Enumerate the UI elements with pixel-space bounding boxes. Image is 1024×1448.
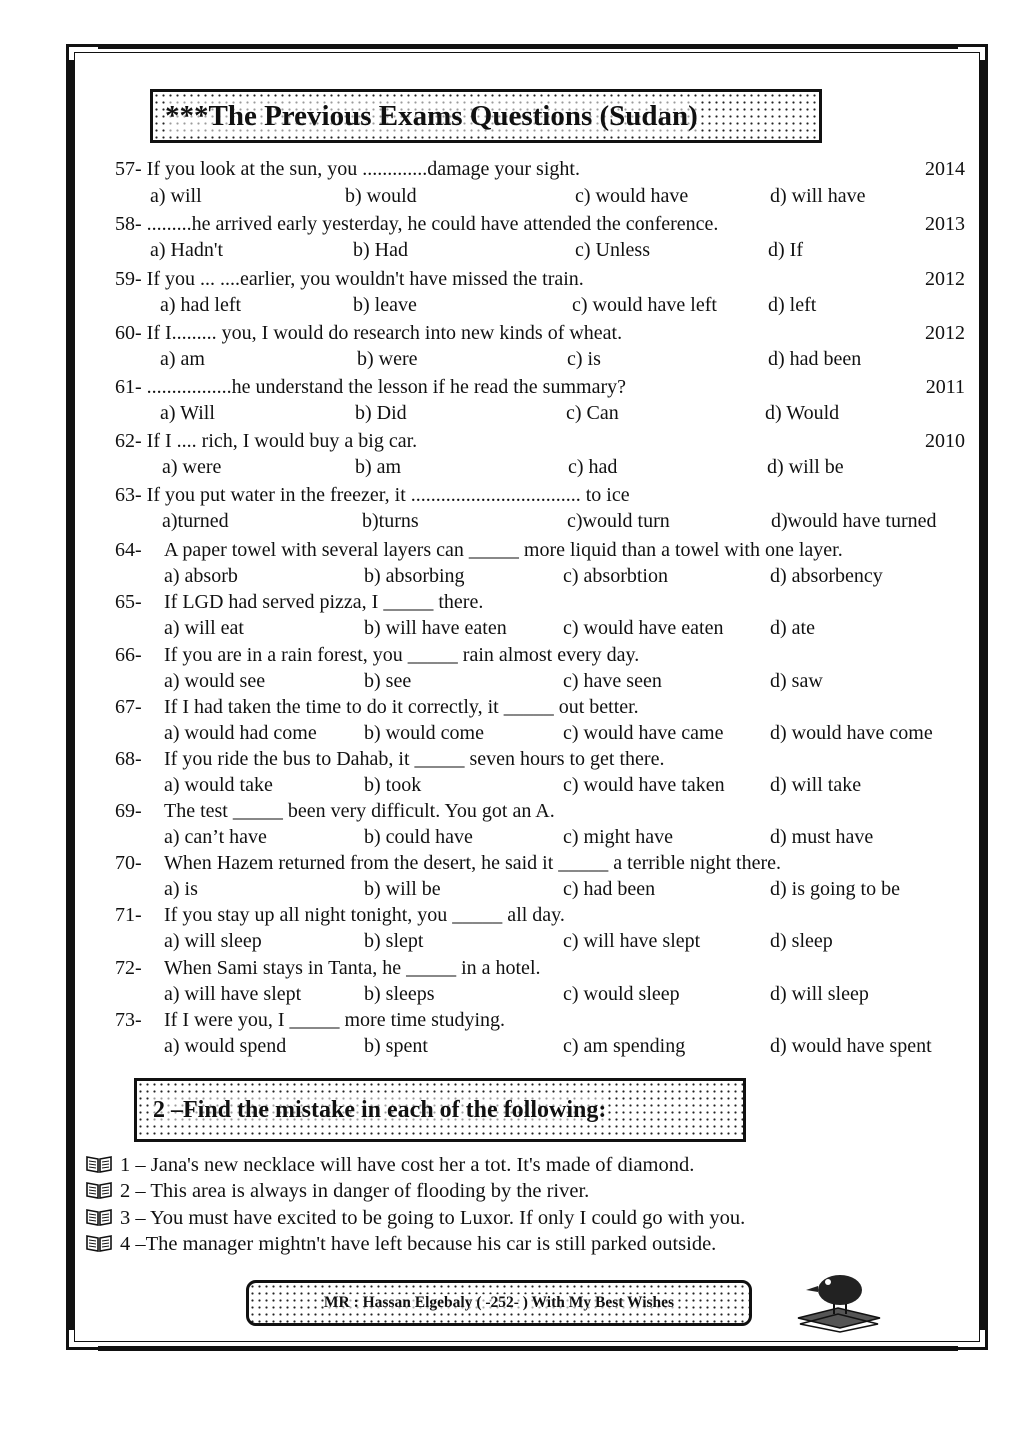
answer-option[interactable]: a) can’t have (164, 826, 267, 848)
question-number: 70- (115, 852, 142, 874)
question-stem (115, 642, 975, 668)
answer-option[interactable]: b) would (345, 185, 417, 207)
question-number: 59- (115, 268, 142, 290)
question-stem (115, 482, 975, 508)
footer-box (246, 1280, 752, 1326)
question-stem (115, 589, 975, 615)
mistake-text: 3 – You must have excited to be going to Luxor. If only I could go with you. (120, 1207, 746, 1229)
answer-options (0, 928, 860, 954)
question-number: 63- (115, 484, 142, 506)
question-text: If you are in a rain forest, you _____ rain almost every day. (164, 644, 640, 666)
answer-option[interactable]: b) am (355, 456, 402, 478)
question-stem (115, 266, 975, 292)
question-number: 64- (115, 539, 142, 561)
answer-option[interactable]: a) Hadn't (150, 239, 224, 261)
answer-option[interactable]: d) If (768, 239, 803, 261)
mistake-item (86, 1231, 966, 1257)
answer-option[interactable]: c) would have eaten (563, 617, 724, 639)
open-book-icon (86, 1155, 112, 1173)
frame-bar-top (98, 44, 958, 49)
page-title: ***The Previous Exams Questions (Sudan) (165, 99, 698, 132)
answer-option[interactable]: d) had been (768, 348, 862, 370)
answer-option[interactable]: c) Unless (575, 239, 650, 261)
answer-option[interactable]: d) sleep (770, 930, 833, 952)
question-text: .................he understand the lesson if he read the summary? (146, 376, 626, 398)
question-stem (115, 1007, 975, 1033)
answer-option[interactable]: b) slept (364, 930, 424, 952)
question-text: If I had taken the time to do it correctly, it _____ out better. (164, 696, 639, 718)
answer-options (0, 400, 860, 426)
answer-options (0, 346, 860, 372)
question-text: When Hazem returned from the desert, he said it _____ a terrible night there. (164, 852, 781, 874)
question-text: If I......... you, I would do research into new kinds of wheat. (146, 322, 623, 344)
exam-year: 2013 (925, 213, 965, 235)
answer-option[interactable]: d) is going to be (770, 878, 900, 900)
question-number: 58- (115, 213, 142, 235)
answer-option[interactable]: d) must have (770, 826, 874, 848)
answer-option[interactable]: a) Will (160, 402, 215, 424)
answer-option[interactable]: a) absorb (164, 565, 238, 587)
answer-options (0, 1033, 932, 1059)
answer-option[interactable]: d) absorbency (770, 565, 883, 587)
question-number: 72- (115, 957, 142, 979)
question-number: 69- (115, 800, 142, 822)
question-stem (115, 211, 975, 237)
question-stem (115, 694, 975, 720)
answer-option[interactable]: a) would see (164, 670, 266, 692)
answer-option[interactable]: b) leave (353, 294, 417, 316)
answer-option[interactable]: a)turned (162, 510, 229, 532)
answer-option[interactable]: a) will eat (164, 617, 244, 639)
bird-on-books-icon (790, 1268, 886, 1334)
answer-options (0, 981, 869, 1007)
answer-option[interactable]: d) will take (770, 774, 862, 796)
question-stem (115, 537, 975, 563)
answer-options (0, 668, 860, 694)
mistake-item (86, 1152, 966, 1178)
answer-option[interactable]: d) will have (770, 185, 866, 207)
answer-option[interactable]: a) is (164, 878, 198, 900)
mistake-item (86, 1205, 966, 1231)
question-number: 67- (115, 696, 142, 718)
answer-option[interactable]: c)would turn (567, 510, 670, 532)
exam-year: 2011 (925, 376, 965, 398)
answer-option[interactable]: c) would have (575, 185, 689, 207)
answer-option[interactable]: c) had (568, 456, 618, 478)
question-stem (115, 746, 975, 772)
answer-options (0, 454, 860, 480)
answer-options (0, 615, 860, 641)
answer-option[interactable]: d) would have spent (770, 1035, 932, 1057)
open-book-icon (86, 1181, 112, 1199)
question-number: 61- (115, 376, 142, 398)
frame-bar-right (980, 60, 988, 1330)
answer-option[interactable]: b)turns (362, 510, 419, 532)
question-stem (115, 798, 975, 824)
question-number: 68- (115, 748, 142, 770)
question-text: If you look at the sun, you .............damage your sight. (146, 158, 580, 180)
answer-option[interactable]: d) left (768, 294, 817, 316)
answer-option[interactable]: a) had left (160, 294, 242, 316)
question-stem (115, 850, 975, 876)
answer-option[interactable]: d) would have come (770, 722, 933, 744)
answer-option[interactable]: a) would spend (164, 1035, 287, 1057)
question-number: 57- (115, 158, 142, 180)
question-text: When Sami stays in Tanta, he _____ in a hotel. (164, 957, 541, 979)
section2-title: 2 –Find the mistake in each of the following: (153, 1096, 607, 1123)
answer-options (0, 876, 900, 902)
answer-option[interactable]: b) could have (364, 826, 473, 848)
answer-option[interactable]: c) am spending (563, 1035, 686, 1057)
answer-option[interactable]: c) might have (563, 826, 673, 848)
mistake-text: 1 – Jana's new necklace will have cost her a tot. It's made of diamond. (120, 1154, 695, 1176)
answer-option[interactable]: b) Had (353, 239, 408, 261)
answer-option[interactable]: b) were (357, 348, 418, 370)
question-stem (115, 955, 975, 981)
question-number: 71- (115, 904, 142, 926)
answer-option[interactable]: b) absorbing (364, 565, 465, 587)
title-box (150, 89, 822, 143)
question-stem (115, 320, 975, 346)
question-text: If you ride the bus to Dahab, it _____ seven hours to get there. (164, 748, 665, 770)
answer-option[interactable]: a) would take (164, 774, 273, 796)
question-text: If you put water in the freezer, it .................................. to ice (146, 484, 630, 506)
answer-option[interactable]: c) will have slept (563, 930, 701, 952)
exam-year: 2010 (925, 430, 965, 452)
answer-option[interactable]: a) were (162, 456, 222, 478)
mistake-text: 2 – This area is always in danger of flooding by the river. (120, 1180, 590, 1202)
question-stem (115, 428, 975, 454)
answer-option[interactable]: c) would sleep (563, 983, 680, 1005)
answer-option[interactable]: a) am (160, 348, 205, 370)
frame-bar-bottom (98, 1346, 958, 1351)
answer-option[interactable]: a) will have slept (164, 983, 302, 1005)
open-book-icon (86, 1208, 112, 1226)
question-number: 62- (115, 430, 142, 452)
answer-option[interactable]: d) will sleep (770, 983, 869, 1005)
answer-option[interactable]: a) will sleep (164, 930, 262, 952)
question-stem (115, 902, 975, 928)
question-stem (115, 156, 975, 182)
question-text: If I .... rich, I would buy a big car. (146, 430, 418, 452)
section2-title-box (134, 1078, 746, 1142)
answer-option[interactable]: b) spent (364, 1035, 428, 1057)
answer-options (0, 508, 937, 534)
answer-options (0, 563, 883, 589)
answer-option[interactable]: d) ate (770, 617, 815, 639)
answer-options (0, 824, 874, 850)
open-book-icon (86, 1234, 112, 1252)
answer-option[interactable]: c) would have taken (563, 774, 725, 796)
question-text: The test _____ been very difficult. You got an A. (164, 800, 555, 822)
answer-options (0, 183, 866, 209)
answer-option[interactable]: a) would had come (164, 722, 317, 744)
answer-option[interactable]: c) would have came (563, 722, 724, 744)
question-text: .........he arrived early yesterday, he could have attended the conference. (146, 213, 719, 235)
answer-option[interactable]: a) will (150, 185, 202, 207)
answer-option[interactable]: d) will be (767, 456, 844, 478)
question-text: If I were you, I _____ more time studying. (164, 1009, 506, 1031)
question-text: If you ... ....earlier, you wouldn't have missed the train. (146, 268, 584, 290)
answer-option[interactable]: c) absorbtion (563, 565, 668, 587)
question-text: If LGD had served pizza, I _____ there. (164, 591, 484, 613)
answer-option[interactable]: b) would come (364, 722, 484, 744)
exam-year: 2014 (925, 158, 965, 180)
answer-option[interactable]: d)would have turned (771, 510, 937, 532)
question-number: 60- (115, 322, 142, 344)
answer-options (0, 772, 860, 798)
answer-option[interactable]: b) Did (355, 402, 407, 424)
answer-option[interactable]: c) is (567, 348, 601, 370)
answer-option[interactable]: d) Would (765, 402, 840, 424)
exam-year: 2012 (925, 322, 965, 344)
answer-options (0, 292, 860, 318)
answer-option[interactable]: b) took (364, 774, 422, 796)
footer-text: MR : Hassan Elgebaly ( -252- ) With My Best Wishes (323, 1294, 675, 1311)
answer-options (0, 237, 860, 263)
exam-year: 2012 (925, 268, 965, 290)
answer-options (0, 720, 933, 746)
question-text: If you stay up all night tonight, you _____ all day. (164, 904, 565, 926)
answer-option[interactable]: c) Can (566, 402, 619, 424)
answer-option[interactable]: c) would have left (572, 294, 717, 316)
answer-option[interactable]: d) saw (770, 670, 823, 692)
answer-option[interactable]: b) sleeps (364, 983, 435, 1005)
answer-option[interactable]: b) will be (364, 878, 441, 900)
question-number: 65- (115, 591, 142, 613)
question-text: A paper towel with several layers can _____ more liquid than a towel with one layer. (164, 539, 843, 561)
question-stem (115, 374, 975, 400)
answer-option[interactable]: c) have seen (563, 670, 662, 692)
question-number: 73- (115, 1009, 142, 1031)
answer-option[interactable]: b) will have eaten (364, 617, 507, 639)
question-number: 66- (115, 644, 142, 666)
answer-option[interactable]: c) had been (563, 878, 656, 900)
answer-option[interactable]: b) see (364, 670, 412, 692)
mistake-item (86, 1178, 966, 1204)
mistake-text: 4 –The manager mightn't have left because his car is still parked outside. (120, 1233, 717, 1255)
